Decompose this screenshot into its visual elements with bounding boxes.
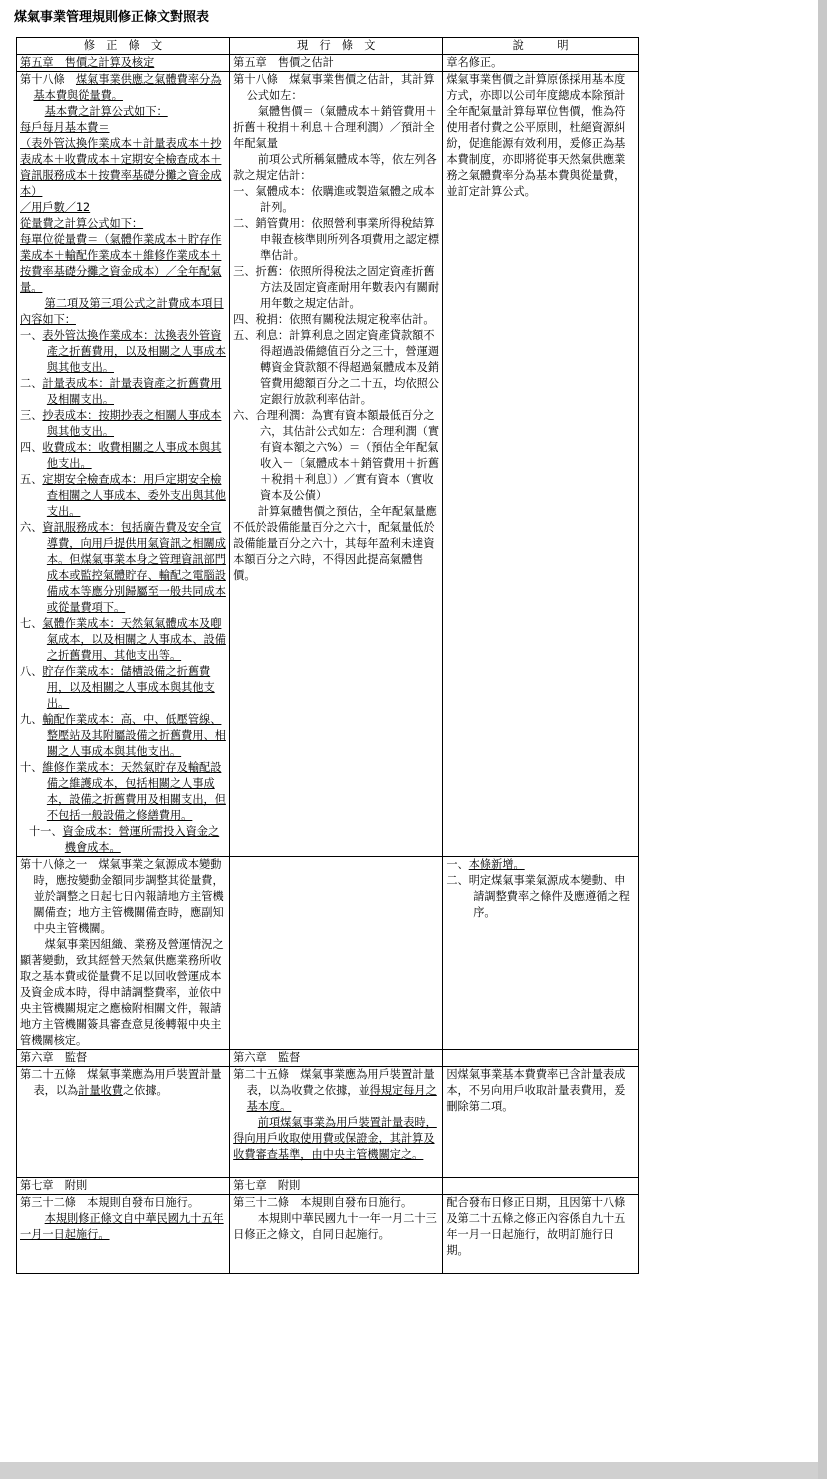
article-text: 第二十五條 煤氣事業應為用戶裝置計量表，以為收費之依據，並得規定每月之基本度。 xyxy=(233,1068,437,1113)
current-cell: 第七章 附則 xyxy=(230,1178,443,1195)
formula: 每戶每月基本費＝ （表外管汰換作業成本＋計量表成本＋抄表成本＋收費成本＋定期安全檢查成本＋資訊服務成本＋按費率基礎分攤之資金成本） ／用戶數／12 xyxy=(20,121,222,214)
paragraph: 前項煤氣事業為用戶裝置計量表時，得向用戶收取使用費或保證金，其計算及收費審查基準，由中央主管機關定之。 xyxy=(233,1116,437,1161)
list-item: 六、資訊服務成本：包括廣告費及安全宣導費，向用戶提供用氣資訊之相關成本。但煤氣事業本身之管理資訊部門成本或監控氣體貯存、輸配之電腦設備成本等應分別歸屬至一般共同成本或從量費項下。 xyxy=(20,521,226,614)
header-current: 現 行 條 文 xyxy=(230,38,443,55)
paragraph: 基本費之計算公式如下： xyxy=(44,105,168,118)
article-text: 第三十二條 本規則自發布日施行。 xyxy=(233,1196,413,1209)
table-row xyxy=(17,857,639,1050)
list-item: 一、氣體成本：依購進或製造氣體之成本計列。 xyxy=(233,185,435,214)
table-row xyxy=(17,72,639,825)
list-item: 二、明定煤氣事業氣源成本變動、申請調整費率之條件及應遵循之程序。 xyxy=(446,874,630,919)
amended-cell xyxy=(17,824,230,857)
article-text: 第十八條 煤氣事業供應之氣體費率分為基本費與從量費。 xyxy=(20,73,222,102)
list-item: 十一、資金成本：營運所需投入資金之機會成本。 xyxy=(28,825,220,854)
table-row xyxy=(17,1067,639,1178)
amended-cell xyxy=(17,72,230,825)
article-text: 第十八條 煤氣事業售價之估計，其計算公式如左： xyxy=(233,73,435,102)
list-item: 九、輸配作業成本：高、中、低壓管線、整壓站及其附屬設備之折舊費用、相關之人事成本與其他支出。 xyxy=(20,713,226,758)
vertical-scrollbar[interactable] xyxy=(818,0,827,1479)
paragraph: 本規則修正條文自中華民國九十五年一月一日起施行。 xyxy=(20,1212,224,1241)
notes-cell xyxy=(443,1178,639,1195)
table-row xyxy=(17,1050,639,1067)
note-text: 煤氣事業售價之計算原係採用基本度方式，亦即以公司年度總成本除預計全年配氣量計算每單位售價，惟為符使用者付費之公平原則，杜絕資源糾紛，促進能源有效利用，爰修正為基本費制度，亦即將從事天然氣供應業務之氣體費率分為基本費與從量費，並訂定計算公式。 xyxy=(446,73,626,198)
notes-cell xyxy=(443,72,639,857)
list-item: 八、貯存作業成本：儲槽設備之折舊費用，以及相關之人事成本與其他支出。 xyxy=(20,665,215,710)
notes-cell: 配合發布日修正日期，且因第十八條及第二十五條之修正內容係自九十五年一月一日起施行，故明訂施行日期。 xyxy=(443,1195,639,1274)
list-item: 二、銷管費用：依照營利事業所得稅結算申報查核準則所列各項費用之認定標準估計。 xyxy=(233,217,440,262)
current-cell xyxy=(230,72,443,857)
paragraph: 本規則中華民國九十一年一月二十三日修正之條文，自同日起施行。 xyxy=(233,1212,437,1241)
current-cell xyxy=(230,857,443,1050)
amended-cell xyxy=(17,55,230,72)
amended-cell xyxy=(17,857,230,1050)
amended-cell: 第七章 附則 xyxy=(17,1178,230,1195)
horizontal-scrollbar[interactable] xyxy=(0,1462,818,1479)
list-item: 二、計量表成本：計量表資產之折舊費用及相關支出。 xyxy=(20,377,222,406)
formula: 氣體售價＝（氣體成本＋銷管費用＋折舊＋稅捐＋利息＋合理利潤）／預計全年配氣量 xyxy=(233,105,437,150)
header-amended: 修 正 條 文 xyxy=(17,38,230,55)
paragraph: 從量費之計算公式如下： xyxy=(20,217,144,230)
list-item: 三、折舊：依照所得稅法之固定資產折舊方法及固定資產耐用年數表內有關耐用年數之規定估計。 xyxy=(233,265,440,310)
paragraph: 煤氣事業因組織、業務及營運情況之顯著變動，致其經營天然氣供應業務所收取之基本費或從量費不足以回收營運成本及資金成本時，得申請調整費率，並依中央主管機關規定之應檢附相關文件，報請地方主管機關簽具審查意見後轉報中央主管機關核定。 xyxy=(20,938,224,1047)
current-cell xyxy=(230,1195,443,1274)
table-row xyxy=(17,1178,639,1195)
notes-cell xyxy=(443,1050,639,1067)
header-notes: 說 明 xyxy=(443,38,639,55)
comparison-table xyxy=(16,37,639,1274)
list-item: 一、本條新增。 xyxy=(446,858,525,871)
item-list xyxy=(233,184,439,504)
list-item: 四、收費成本：收費相關之人事成本與其他支出。 xyxy=(20,441,222,470)
list-item: 五、定期安全檢查成本：用戶定期安全檢查相關之人事成本、委外支出與其他支出。 xyxy=(20,473,226,518)
current-cell: 第六章 監督 xyxy=(230,1050,443,1067)
notes-cell: 因煤氣事業基本費費率已含計量表成本，不另向用戶收取計量表費用，爰刪除第二項。 xyxy=(443,1067,639,1178)
list-item: 五、利息：計算利息之固定資產貸款額不得超過設備總值百分之三十，營運週轉資金貸款額不得超過氣體成本及銷管費用總額百分之二十五，均依照公定銀行放款利率估計。 xyxy=(233,329,440,406)
amended-cell xyxy=(17,1195,230,1274)
article-text: 第二十五條 煤氣事業應為用戶裝置計量表，以為計量收費之依據。 xyxy=(20,1068,222,1097)
notes-cell xyxy=(443,857,639,1050)
list-item: 四、稅捐：依照有關稅法規定稅率估計。 xyxy=(233,313,435,326)
article-text: 第三十二條 本規則自發布日施行。 xyxy=(20,1196,200,1209)
chapter-heading: 第五章 售價之計算及核定 xyxy=(20,56,155,69)
current-cell xyxy=(230,1067,443,1178)
header-row xyxy=(17,38,639,55)
chapter-heading: 第五章 售價之估計 xyxy=(233,56,334,69)
list-item: 十、維修作業成本：天然氣貯存及輸配設備之維護成本，包括相關之人事成本，設備之折舊費用及相關支出，但不包括一般設備之修繕費用。 xyxy=(20,761,226,822)
article-text: 第十八條之一 煤氣事業之氣源成本變動時，應按變動金額同步調整其從量費，並於調整之日起七日內報請地方主管機關備查；地方主管機關備查時，應副知中央主管機關。 xyxy=(20,858,224,935)
list-item: 一、表外管汰換作業成本：汰換表外管資產之折舊費用，以及相關之人事成本與其他支出。 xyxy=(20,329,226,374)
list-item: 三、抄表成本：按期抄表之相關人事成本與其他支出。 xyxy=(20,409,222,438)
amended-cell: 第六章 監督 xyxy=(17,1050,230,1067)
item-list xyxy=(20,328,226,824)
note-text: 章名修正。 xyxy=(446,56,503,69)
list-item: 七、氣體作業成本：天然氣氣體成本及喞氣成本，以及相關之人事成本、設備之折舊費用、其他支出等。 xyxy=(20,617,226,662)
document-title: 煤氣事業管理規則修正條文對照表 xyxy=(14,10,210,25)
paragraph: 計算氣體售價之預估，全年配氣量應不低於設備能量百分之六十，配氣量低於設備能量百分之六十，其每年盈利未達資本額百分之六時，不得因此提高氣體售價。 xyxy=(233,505,437,582)
current-cell xyxy=(230,55,443,72)
formula: 每單位從量費＝（氣體作業成本＋貯存作業成本＋輸配作業成本＋維修作業成本＋按費率基礎分攤之資金成本）／全年配氣量。 xyxy=(20,233,222,294)
paragraph: 前項公式所稱氣體成本等，依左列各款之規定估計： xyxy=(233,153,437,182)
paragraph: 第二項及第三項公式之計費成本項目內容如下： xyxy=(20,297,224,326)
table-row xyxy=(17,1195,639,1274)
notes-cell xyxy=(443,55,639,72)
table-row xyxy=(17,55,639,72)
amended-cell xyxy=(17,1067,230,1178)
list-item: 六、合理利潤：為實有資本額最低百分之六，其估計公式如左：合理利潤（實有資本額之六%）＝（預估全年配氣收入－〔氣體成本＋銷管費用＋折舊＋稅捐＋利息〕）／實有資本（實收資本及公債） xyxy=(233,409,440,502)
